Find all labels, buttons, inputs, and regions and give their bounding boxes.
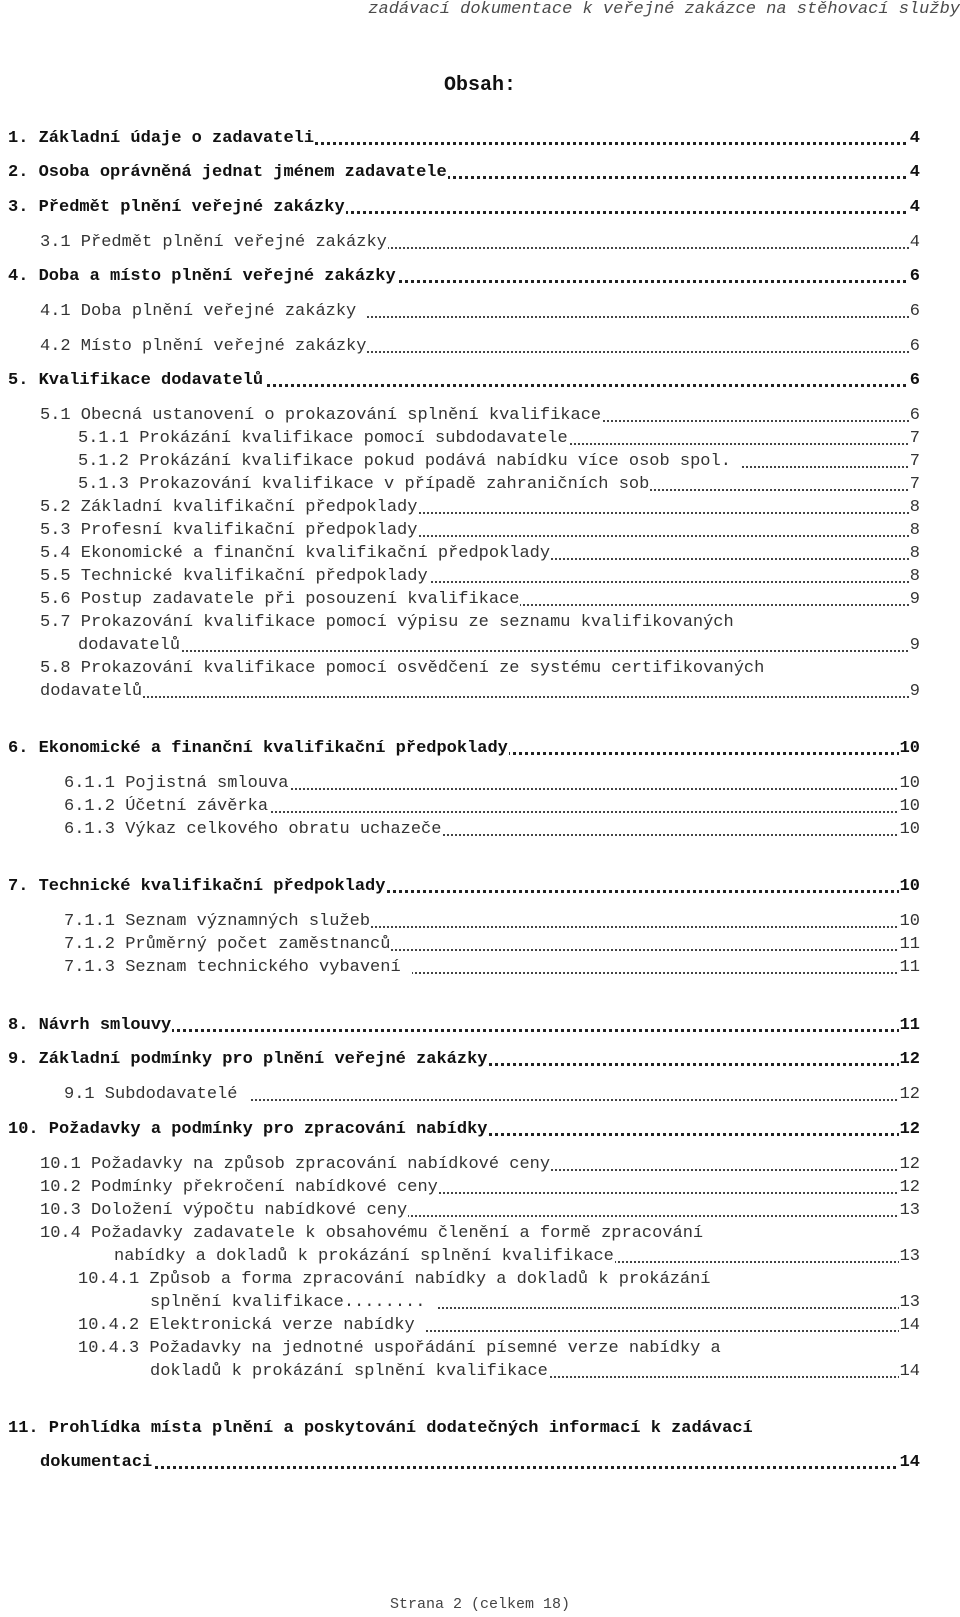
toc-entry-title: 5.1.2 Prokázání kvalifikace pokud podává nabídku více osob spol.: [78, 452, 742, 471]
page-footer: Strana 2 (celkem 18): [389, 1596, 571, 1613]
toc-page-number: 4: [909, 198, 920, 217]
toc-entry[interactable]: [64, 773, 920, 795]
toc-entry-title: 8. Návrh smlouvy: [8, 1016, 172, 1035]
toc-entry-title: 5.1 Obecná ustanovení o prokazování splnění kvalifikace: [40, 406, 602, 425]
toc-page-number: 11: [899, 1016, 920, 1035]
toc-entry-title-continued: splnění kvalifikace........: [150, 1293, 436, 1312]
toc-entry-title: 1. Základní údaje o zadavateli: [8, 129, 315, 148]
toc-entry-title: 2. Osoba oprávněná jednat jménem zadavatele: [8, 163, 447, 182]
toc-entry[interactable]: [114, 1246, 920, 1268]
toc-entry-title: 5.6 Postup zadavatele při posouzení kvalifikace: [40, 590, 520, 609]
toc-page-number: 9: [909, 636, 920, 655]
toc-entry[interactable]: [150, 1292, 920, 1314]
toc-entry[interactable]: [8, 1049, 920, 1071]
toc-entry[interactable]: [64, 1084, 920, 1106]
toc-entry[interactable]: [40, 566, 920, 588]
toc-entry[interactable]: [64, 911, 920, 933]
toc-entry-title[interactable]: 5.7 Prokazování kvalifikace pomocí výpisu ze seznamu kvalifikovaných: [40, 613, 734, 632]
toc-entry[interactable]: [8, 128, 920, 150]
toc-entry[interactable]: [40, 1452, 920, 1474]
toc-entry-title: 7.1.2 Průměrný počet zaměstnanců: [64, 935, 391, 954]
toc-entry[interactable]: [40, 301, 920, 323]
toc-entry-title: 5.1.3 Prokazování kvalifikace v případě zahraničních sob: [78, 475, 650, 494]
toc-entry-title: 5.5 Technické kvalifikační předpoklady: [40, 567, 428, 586]
toc-entry-title[interactable]: 11. Prohlídka místa plnění a poskytování dodatečných informací k zadávací: [8, 1419, 753, 1438]
toc-entry[interactable]: [8, 370, 920, 392]
toc-page-number: 6: [909, 267, 920, 286]
toc-page-number: 8: [909, 498, 920, 517]
toc-page-number: 8: [909, 567, 920, 586]
toc-entry-title: 10.4.2 Elektronická verze nabídky: [78, 1316, 425, 1335]
toc-entry-title: 5.3 Profesní kvalifikační předpoklady: [40, 521, 418, 540]
toc-entry[interactable]: [40, 336, 920, 358]
toc-entry[interactable]: [8, 876, 920, 898]
toc-entry-title: 5.1.1 Prokázání kvalifikace pomocí subdodavatele: [78, 429, 568, 448]
toc-page-number: 10: [899, 820, 920, 839]
toc-entry-title: 10.1 Požadavky na způsob zpracování nabídkové ceny: [40, 1155, 551, 1174]
toc-page-number: 12: [899, 1085, 920, 1104]
toc-page-number: 7: [909, 429, 920, 448]
toc-entry[interactable]: [64, 796, 920, 818]
toc-entry-title: 10. Požadavky a podmínky pro zpracování nabídky: [8, 1120, 488, 1139]
toc-entry-title: 5. Kvalifikace dodavatelů: [8, 371, 264, 390]
toc-entry[interactable]: [8, 1015, 920, 1037]
toc-page-number: 7: [909, 452, 920, 471]
toc-entry[interactable]: [64, 819, 920, 841]
toc-page-number: 8: [909, 544, 920, 563]
toc-entry[interactable]: [78, 451, 920, 473]
toc-entry-title: 10.2 Podmínky překročení nabídkové ceny: [40, 1178, 438, 1197]
toc-entry-title: 10.3 Doložení výpočtu nabídkové ceny: [40, 1201, 408, 1220]
toc-entry-title-continued: nabídky a dokladů k prokázání splnění kvalifikace: [114, 1247, 614, 1266]
toc-entry[interactable]: [78, 474, 920, 496]
toc-page-number: 7: [909, 475, 920, 494]
toc-page-number: 10: [899, 774, 920, 793]
toc-entry[interactable]: [40, 1154, 920, 1176]
toc-entry[interactable]: [40, 589, 920, 611]
toc-entry[interactable]: [78, 1315, 920, 1337]
toc-entry-title: 7.1.3 Seznam technického vybavení: [64, 958, 411, 977]
toc-entry-title-continued: dokumentaci: [40, 1453, 153, 1472]
toc-entry[interactable]: [8, 738, 920, 760]
toc-page-number: 11: [899, 958, 920, 977]
toc-entry[interactable]: [40, 1200, 920, 1222]
toc-entry-title: 4. Doba a místo plnění veřejné zakázky: [8, 267, 396, 286]
toc-entry-title: 9.1 Subdodavatelé: [64, 1085, 248, 1104]
toc-entry[interactable]: [8, 162, 920, 184]
toc-entry[interactable]: [40, 232, 920, 254]
toc-entry-title-continued: dokladů k prokázání splnění kvalifikace: [150, 1362, 548, 1381]
toc-entry-title[interactable]: 10.4.1 Způsob a forma zpracování nabídky a dokladů k prokázání: [78, 1270, 711, 1289]
toc-entry[interactable]: [64, 957, 920, 979]
toc-entry[interactable]: [40, 543, 920, 565]
dot-leader: [40, 696, 920, 698]
toc-entry[interactable]: [8, 266, 920, 288]
toc-page-number: 13: [899, 1247, 920, 1266]
toc-page-number: 12: [899, 1178, 920, 1197]
toc-page-number: 6: [909, 337, 920, 356]
toc-entry-title: 9. Základní podmínky pro plnění veřejné zakázky: [8, 1050, 488, 1069]
toc-entry[interactable]: [78, 428, 920, 450]
toc-page-number: 14: [899, 1316, 920, 1335]
toc-entry-title: 5.2 Základní kvalifikační předpoklady: [40, 498, 418, 517]
toc-page-number: 13: [899, 1201, 920, 1220]
toc-entry[interactable]: [40, 681, 920, 703]
toc-page-number: 10: [899, 912, 920, 931]
toc-entry-title: 7.1.1 Seznam významných služeb: [64, 912, 371, 931]
toc-entry[interactable]: [40, 497, 920, 519]
toc-page-number: 6: [909, 406, 920, 425]
toc-page-number: 4: [909, 163, 920, 182]
toc-entry-title: 7. Technické kvalifikační předpoklady: [8, 877, 386, 896]
toc-entry-title: 4.2 Místo plnění veřejné zakázky: [40, 337, 367, 356]
toc-page-number: 9: [909, 590, 920, 609]
toc-page-number: 14: [899, 1453, 920, 1472]
toc-page-number: 4: [909, 233, 920, 252]
toc-entry-title: 3.1 Předmět plnění veřejné zakázky: [40, 233, 387, 252]
toc-page-number: 11: [899, 935, 920, 954]
toc-heading: Obsah:: [443, 74, 516, 97]
toc-page-number: 10: [899, 797, 920, 816]
toc-page-number: 12: [899, 1050, 920, 1069]
toc-page-number: 12: [899, 1120, 920, 1139]
toc-entry[interactable]: [150, 1361, 920, 1383]
running-header: zadávací dokumentace k veřejné zakázce na stěhovací služby: [368, 0, 960, 19]
toc-page-number: 8: [909, 521, 920, 540]
toc-page-number: 9: [909, 682, 920, 701]
toc-entry-title: 6. Ekonomické a finanční kvalifikační předpoklady: [8, 739, 508, 758]
toc-page-number: 6: [909, 371, 920, 390]
toc-entry[interactable]: [40, 405, 920, 427]
toc-entry-title: 6.1.1 Pojistná smlouva: [64, 774, 289, 793]
toc-entry[interactable]: [8, 197, 920, 219]
toc-entry[interactable]: [8, 1119, 920, 1141]
dot-leader: [40, 1466, 920, 1469]
toc-entry-title[interactable]: 10.4 Požadavky zadavatele k obsahovému členění a formě zpracování: [40, 1224, 704, 1243]
toc-entry[interactable]: [40, 520, 920, 542]
toc-page-number: 6: [909, 302, 920, 321]
toc-entry[interactable]: [40, 1177, 920, 1199]
toc-entry-title: 4.1 Doba plnění veřejné zakázky: [40, 302, 367, 321]
toc-entry-title-continued: dodavatelů: [78, 636, 181, 655]
toc-entry-title: 5.4 Ekonomické a finanční kvalifikační předpoklady: [40, 544, 551, 563]
toc-page-number: 4: [909, 129, 920, 148]
toc-entry[interactable]: [78, 635, 920, 657]
toc-entry-title[interactable]: 10.4.3 Požadavky na jednotné uspořádání písemné verze nabídky a: [78, 1339, 721, 1358]
toc-entry-title: 3. Předmět plnění veřejné zakázky: [8, 198, 345, 217]
toc-page-number: 12: [899, 1155, 920, 1174]
toc-page-number: 10: [899, 877, 920, 896]
toc-entry[interactable]: [64, 934, 920, 956]
toc-entry-title[interactable]: 5.8 Prokazování kvalifikace pomocí osvědčení ze systému certifikovaných: [40, 659, 765, 678]
toc-entry-title: 6.1.3 Výkaz celkového obratu uchazeče: [64, 820, 442, 839]
toc-page-number: 13: [899, 1293, 920, 1312]
toc-page-number: 10: [899, 739, 920, 758]
toc-page-number: 14: [899, 1362, 920, 1381]
toc-entry-title: 6.1.2 Účetní závěrka: [64, 797, 269, 816]
toc-entry-title-continued: dodavatelů: [40, 682, 143, 701]
dot-leader: [78, 650, 920, 652]
